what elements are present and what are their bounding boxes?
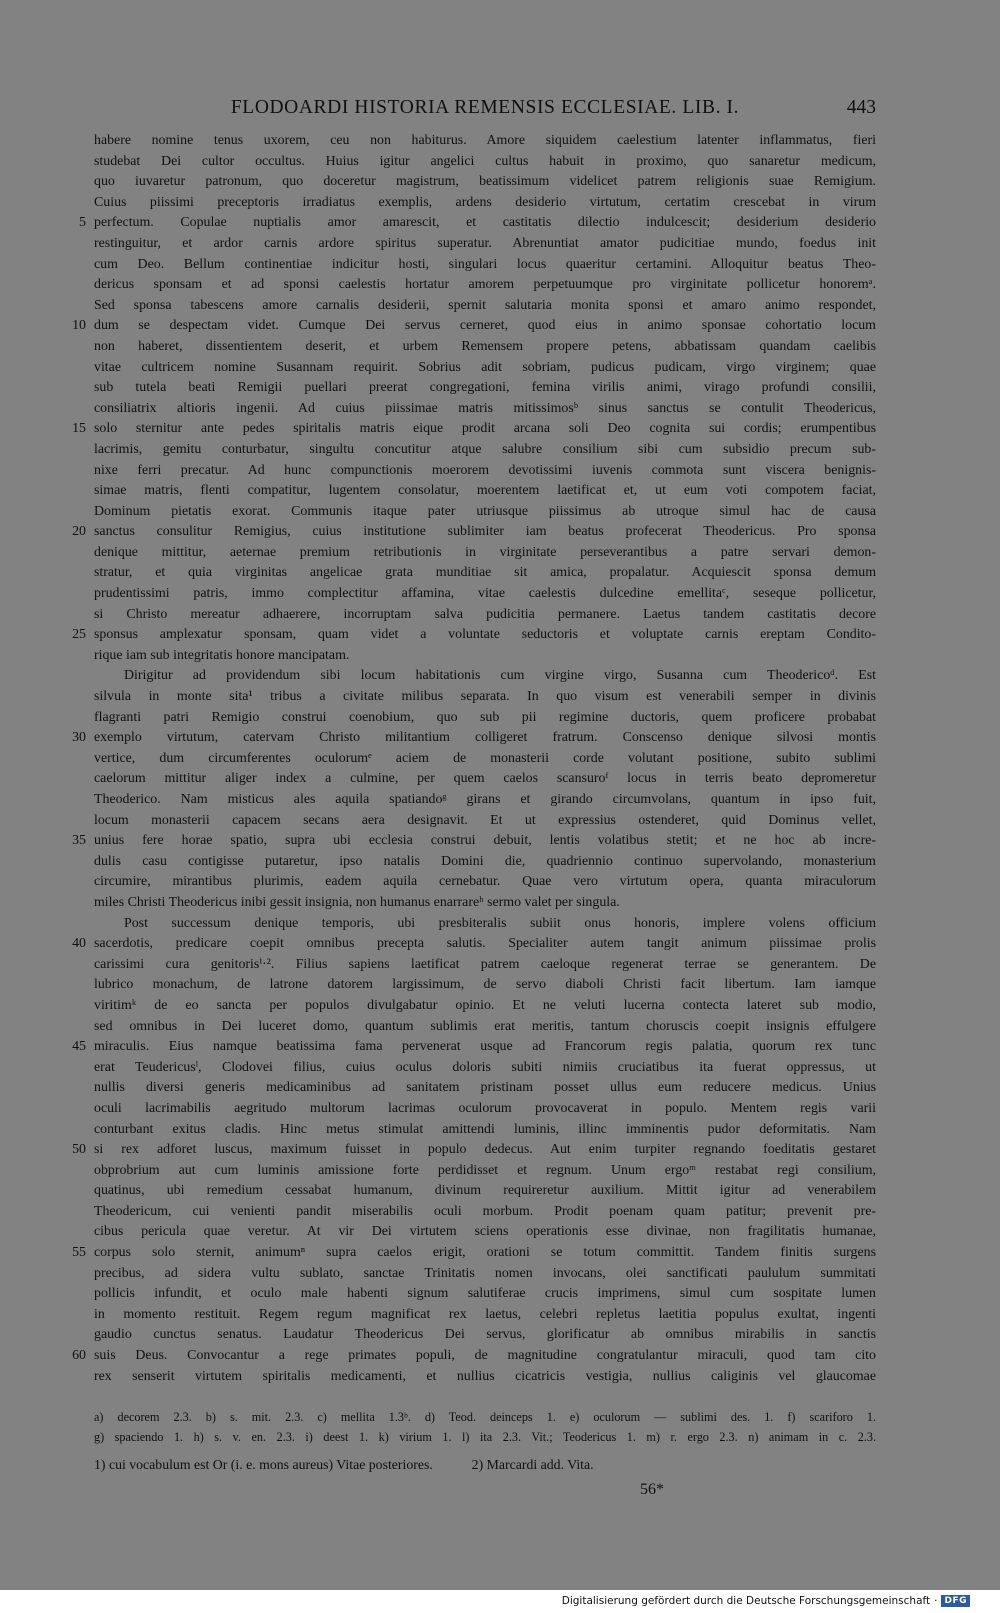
line-text: nixe ferri precatur. Ad hunc compunctionis moerorem devotissimi iuvenis commota sunt viscera benignis-	[94, 462, 876, 478]
text-line	[94, 172, 876, 193]
line-text: sed omnibus in Dei luceret domo, quantum sublimis erat meritis, tantum choruscis coepit insignis effulgere	[94, 1018, 876, 1034]
line-number: 55	[72, 1245, 86, 1261]
line-text: quo iuvaretur patronum, quo doceretur magistrum, beatissimum videlicet patrem religionis suae Remigium.	[94, 174, 876, 190]
text-line	[94, 563, 876, 584]
line-text: studebat Dei cultor occultus. Huius igitur angelici cultus habuit in proximo, quo sanaretur medicum,	[94, 153, 876, 169]
text-line	[94, 461, 876, 482]
line-text: miles Christi Theodericus inibi gessit insignia, non humanus enarrareʰ sermo valet per singula.	[94, 894, 620, 910]
text-body	[72, 131, 876, 1387]
line-text: miraculis. Eius namque beatissima fama pervenerat usque ad Francorum regis palatia, quorum rex tunc	[94, 1039, 876, 1055]
signature-mark: 56*	[640, 1481, 664, 1498]
running-header	[94, 97, 876, 123]
line-text: dum se despectam videt. Cumque Dei servus cerneret, quod eius in animo sponsae cohortatio locum	[94, 318, 876, 334]
page-title: FLODOARDI HISTORIA REMENSIS ECCLESIAE. LIB. I.	[230, 97, 740, 118]
line-text: simae matris, flenti compatitur, lugentem consolatur, moerentem laetificat et, ut eum voti compotem faciat,	[94, 483, 876, 499]
line-text: solo sternitur ante pedes spiritalis matris eique prodit arcana soli Deo cognita sui cordis; erumpentibus	[94, 421, 876, 437]
line-text: flagranti patri Remigio construi coenobium, quo sub pii regimine ductoris, quem proficere probabat	[94, 709, 876, 725]
text-line	[94, 708, 876, 729]
line-text: circumire, mirantibus plurimis, eadem aquila cernebatur. Quae vero virtutum opera, quanta miraculorum	[94, 874, 876, 890]
line-text: prudentissimi patris, immo complectitur affamina, vitae caelestis dulcedine emellitaᶜ, seseque pollicetur,	[94, 586, 876, 602]
line-number: 45	[72, 1039, 86, 1055]
text-line	[94, 502, 876, 523]
line-text: stratur, et quia virginitas angelicae grata munditiae sit amica, propalatur. Acquiescit sponsa demum	[94, 565, 876, 581]
line-text: exemplo virtutum, catervam Christo militantium colligeret fratrum. Conscenso denique silvosi montis	[94, 730, 876, 746]
text-line	[94, 769, 876, 790]
line-number: 10	[72, 318, 86, 334]
line-text: Theodericum, cui venienti pandit miserabilis oculi morbum. Prodit poenam quam patitur; prevenit pre-	[94, 1203, 876, 1219]
line-text: rex senserit virtutem spiritalis medicamenti, et nullius cicatricis vestigia, nullius caliginis vel glaucomae	[94, 1368, 876, 1384]
line-text: caelorum mittitur aliger index a culmine, per quem caelos scansuroᶠ locus in terris beato depromeretur	[94, 771, 876, 787]
line-text: dericus sponsam et ad sponsi caelestis hortatur amorem perpetuumque pro virginitate pollicetur honoremᵃ.	[94, 277, 876, 293]
line-text: rique iam sub integritatis honore mancipatam.	[94, 647, 350, 663]
line-text: cum Deo. Bellum continentiae indicitur hosti, singulari locus quaeritur certamini. Alloquitur beatus Theo-	[94, 256, 876, 272]
text-line	[94, 440, 876, 461]
line-number: 25	[72, 627, 86, 643]
line-number: 15	[72, 421, 86, 437]
text-line	[94, 1264, 876, 1285]
line-text: silvula in monte sita¹ tribus a civitate milibus separata. In quo visum est venerabili semper in divinis	[94, 689, 876, 705]
line-text: corpus solo sternit, animumⁿ supra caelos erigit, orationi se totum committit. Tandem finitis surgens	[94, 1245, 876, 1261]
line-text: gaudio cunctus senatus. Laudatur Theodericus Dei servus, glorificatur ab omnibus mirabilis in sanctis	[94, 1327, 876, 1343]
text-line	[94, 914, 876, 935]
text-line	[94, 1099, 876, 1120]
line-text: perfectum. Copulae nuptialis amor amarescit, et castitatis dilectio indulcescit; desiderium desiderio	[94, 215, 876, 231]
text-line	[72, 934, 876, 955]
text-line	[94, 666, 876, 687]
line-text: sub tutela beati Remigii puellari preerat congregationi, femina virilis animi, virago profundi consilii,	[94, 380, 876, 396]
page-number: 443	[846, 97, 876, 118]
text-line	[94, 975, 876, 996]
footnote: 1) cui vocabulum est Or (i. e. mons aureus) Vitae posteriores.	[94, 1457, 433, 1472]
text-line	[94, 1305, 876, 1326]
text-line	[94, 234, 876, 255]
text-line	[94, 399, 876, 420]
text-line	[72, 419, 876, 440]
line-text: sacerdotis, predicare coepit omnibus precepta salutis. Specialiter autem tangit animum piissimae prolis	[94, 936, 876, 952]
text-line	[72, 1037, 876, 1058]
line-text: erat Teudericusˡ, Clodovei filius, cuius oculus doloris subiti nimiis cruciatibus ita fuerat oppressus, ut	[94, 1059, 876, 1075]
text-line	[72, 316, 876, 337]
text-line	[94, 543, 876, 564]
line-text: vertice, dum circumferentes oculorumᵉ aciem de monasterii corde volutant positione, subito sublimi	[94, 750, 876, 766]
text-line	[94, 996, 876, 1017]
line-number: 50	[72, 1142, 86, 1158]
text-line	[72, 1346, 876, 1367]
text-line	[94, 893, 876, 914]
text-line	[94, 1222, 876, 1243]
line-text: obprobrium aut cum luminis amissione forte perdidisset et regnum. Unum ergoᵐ restabat regi consilium,	[94, 1162, 876, 1178]
text-line	[94, 646, 876, 667]
line-text: carissimi cura genitorisⁱ·². Filius sapiens laetificat patrem caeloque regenerat terrae se generantem. De	[94, 956, 876, 972]
line-text: denique mittitur, aeternae premium retributionis in virginitate perseverantibus a patre servari demon-	[94, 544, 876, 560]
text-line	[94, 337, 876, 358]
line-text: cibus pericula quae veretur. At vir Dei virtutem sciens operationis esse divinae, non fragilitatis humanae,	[94, 1224, 876, 1240]
text-line	[72, 522, 876, 543]
text-line	[94, 296, 876, 317]
line-text: restinguitur, et ardor carnis ardore spiritus superatur. Abrenuntiat amator pudicitiae mundo, foedus init	[94, 235, 876, 251]
text-line	[94, 1202, 876, 1223]
text-line	[72, 728, 876, 749]
dfg-logo-icon: DFG	[941, 1595, 970, 1607]
text-line	[94, 1325, 876, 1346]
text-line	[79, 213, 876, 234]
line-text: Post successum denique temporis, ubi presbiteralis subiit onus honoris, implere volens officium	[124, 915, 876, 931]
text-line	[72, 831, 876, 852]
line-text: dulis casu contigisse putaretur, ipso natalis Domini die, quadriennio continuo supervolando, monasterium	[94, 853, 876, 869]
text-line	[94, 152, 876, 173]
text-line	[94, 481, 876, 502]
line-text: in momento restituit. Regem regum magnificat rex laetus, celebri repletus laetitia populus exultat, ingenti	[94, 1306, 876, 1322]
line-text: non haberet, dissentientem deserit, et urbem Remensem propere petens, abbatissam quandam caelibis	[94, 338, 876, 354]
text-line	[94, 255, 876, 276]
line-text: viritimᵏ de eo sancta per populos divulgabatur opinio. Et ne veluti lucerna contecta lateret sub modio,	[94, 997, 876, 1013]
text-line	[94, 275, 876, 296]
credit-text: Digitalisierung gefördert durch die Deutsche Forschungsgemeinschaft	[561, 1595, 931, 1607]
text-line	[94, 1017, 876, 1038]
line-number: 30	[72, 730, 86, 746]
line-text: lacrimis, gemitu conturbatur, singultu concutitur atque salubre consilium sibi cum subsidio precum sub-	[94, 441, 876, 457]
text-line	[94, 605, 876, 626]
text-line	[94, 1181, 876, 1202]
line-number: 20	[72, 524, 86, 540]
text-line	[94, 749, 876, 770]
line-number: 5	[79, 215, 86, 231]
text-line	[94, 790, 876, 811]
line-number: 60	[72, 1348, 86, 1364]
line-text: habere nomine tenus uxorem, ceu non habiturus. Amore siquidem caelestium latenter inflammatus, fieri	[94, 133, 876, 148]
digitization-credit: Digitalisierung gefördert durch die Deutsche Forschungsgemeinschaft · DFG	[562, 1592, 970, 1610]
text-line	[94, 1367, 876, 1388]
critical-note-line: a) decorem 2.3. b) s. mit. 2.3. c) mellita 1.3ᵇ. d) Teod. deinceps 1. e) oculorum — sublimi des. 1. f) scariforo 1.	[94, 1410, 876, 1424]
line-text: quatinus, ubi remedium cessabat humanum, divinum requireretur auxilium. Mittit igitur ad venerabilem	[94, 1183, 876, 1199]
line-text: Cuius piissimi preceptoris irradiatus exemplis, ardens desiderio virtutum, certatim crescebat in virum	[94, 194, 876, 210]
line-text: Sed sponsa tabescens amore carnalis desiderii, spernit salutaria monita sponsi et amaro animo respondet,	[94, 297, 876, 313]
critical-apparatus	[94, 1407, 876, 1447]
text-line	[94, 584, 876, 605]
line-text: vitae cultricem nomine Susannam requirit. Sobrius adit sobriam, pudicus pudicam, virgo virginem; quae	[94, 359, 876, 375]
line-text: Dirigitur ad providendum sibi locum habitationis cum virgine virgo, Susanna cum Theodericoᵈ. Est	[124, 668, 876, 684]
line-number: 35	[72, 833, 86, 849]
line-text: pollicis infundit, et oculo male habenti signum salutiferae crucis imprimens, simul cum sospitate lumen	[94, 1286, 876, 1302]
line-text: sponsus amplexatur sponsam, quam videt a voluntate seductoris et voluptate carnis ereptam Condito-	[94, 627, 876, 643]
text-line	[94, 811, 876, 832]
line-text: sanctus consulitur Remigius, cuius institutione sublimiter iam beatus profecerat Theodericus. Pro sponsa	[94, 524, 876, 540]
line-text: suis Deus. Convocantur a rege primates populi, de magnitudine congratulantur miraculi, quod tam cito	[94, 1348, 876, 1364]
line-text: lubrico monachum, de latrone datorem largissimum, de servo diaboli Christi facit libertum. Iam iamque	[94, 977, 876, 993]
footnote: 2) Marcardi add. Vita.	[471, 1457, 594, 1472]
text-line	[94, 872, 876, 893]
text-line	[72, 625, 876, 646]
text-line	[72, 1243, 876, 1264]
line-text: oculi lacrimabilis aegritudo multorum lacrimas oculorum provocaverat in populo. Mentem regis varii	[94, 1100, 876, 1116]
text-line	[72, 1140, 876, 1161]
text-line	[94, 1058, 876, 1079]
text-line	[94, 193, 876, 214]
text-line	[94, 131, 876, 152]
line-text: conturbant exitus cladis. Hinc metus stimulat amittendi luminis, illinc imminentis pudor deformitatis. Nam	[94, 1121, 876, 1137]
text-line	[94, 1120, 876, 1141]
line-text: precibus, ad sidera vultu sublato, sanctae Trinitatis nomen invocans, olei sanctificati paululum summitati	[94, 1265, 876, 1281]
text-line	[94, 1078, 876, 1099]
text-line	[94, 1284, 876, 1305]
text-line	[94, 852, 876, 873]
line-text: Dominum pietatis exorat. Communis itaque pater utriusque piissimus ab utroque simul hac de causa	[94, 503, 876, 519]
text-line	[94, 1161, 876, 1182]
critical-note-line: g) spaciendo 1. h) s. v. en. 2.3. i) deest 1. k) virium 1. l) ita 2.3. Vit.; Teodericus 1. m) r. ergo 2.3. n) animam in c. 2.3.	[94, 1430, 876, 1444]
line-text: unius fere horae spatio, supra ubi ecclesia construi debuit, lentis volatibus stetit; et ne hoc ab incre-	[94, 833, 876, 849]
line-text: consiliatrix altioris ingenii. Ad cuius piissimae matris mitissimosᵇ sinus sanctus se contulit Theodericus,	[94, 400, 876, 416]
text-line	[94, 358, 876, 379]
line-text: locum monasterii capacem secans aera designavit. Et ut expressius ostenderet, quid Dominus vellet,	[94, 812, 876, 828]
line-text: si rex adforet luscus, maximum fuisset in populo dedecus. Aut enim turpiter regnando foeditatis gestaret	[94, 1142, 876, 1158]
line-text: Theoderico. Nam misticus ales aquila spatiandoᵍ girans et girando circumvolans, quantum in ipso fuit,	[94, 792, 876, 807]
line-text: si Christo mereatur adhaerere, incorruptam salva pudicitia permanere. Laetus tandem castitatis decore	[94, 606, 876, 622]
text-line	[94, 687, 876, 708]
text-line	[94, 955, 876, 976]
text-line	[94, 378, 876, 399]
line-text: nullis diversi generis medicaminibus ad sanitatem pristinam posset ullus eum reducere medicus. Unius	[94, 1080, 876, 1096]
line-number: 40	[72, 936, 86, 952]
footnotes	[94, 1457, 876, 1473]
